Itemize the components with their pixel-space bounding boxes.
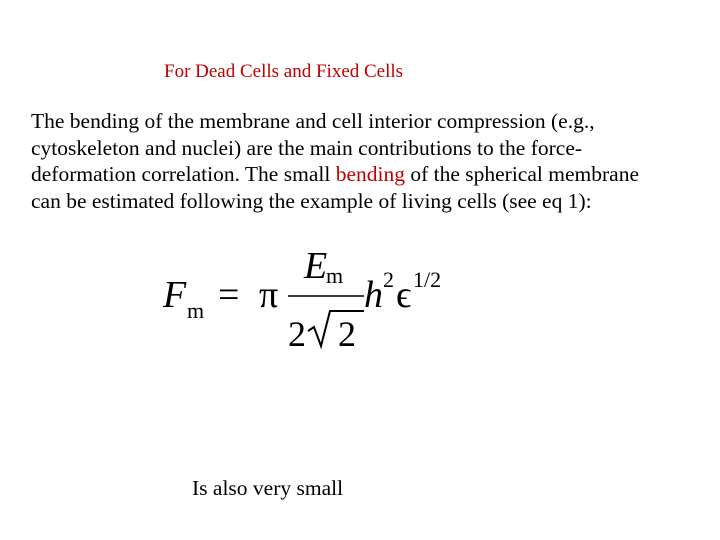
equation-membrane-force [158, 236, 458, 360]
slide-title: For Dead Cells and Fixed Cells [164, 61, 404, 82]
body-paragraph [31, 108, 717, 214]
body-line-3-end: of the spherical membrane [404, 162, 639, 186]
body-line-1: The bending of the membrane and cell interior compression (e.g., [31, 109, 595, 133]
equation-denominator-coefficient: 2 [288, 314, 306, 354]
caption-text: Is also very small [192, 476, 344, 500]
body-line-3 [31, 161, 717, 188]
equation-epsilon: ϵ [396, 274, 412, 316]
equation-h-symbol: h [364, 274, 383, 316]
body-line-3-start: deformation correlation. The small [31, 162, 336, 186]
equation-epsilon-exponent: 1/2 [413, 267, 442, 292]
equation-equals: = [218, 274, 240, 316]
body-line-4: can be estimated following the example of living cells (see eq 1): [31, 188, 592, 213]
equation-h-exponent: 2 [383, 267, 394, 292]
equation-lhs-subscript: m [187, 298, 205, 323]
equation-numerator-symbol: E [304, 245, 328, 287]
equation-numerator-subscript: m [326, 263, 344, 288]
body-line-2: cytoskeleton and nuclei) are the main contributions to the force- [31, 135, 583, 160]
equation-pi: π [259, 274, 279, 316]
bending-highlight: bending [335, 162, 405, 186]
equation-lhs-symbol: F [163, 274, 187, 316]
equation-radical-value: 2 [338, 314, 356, 354]
